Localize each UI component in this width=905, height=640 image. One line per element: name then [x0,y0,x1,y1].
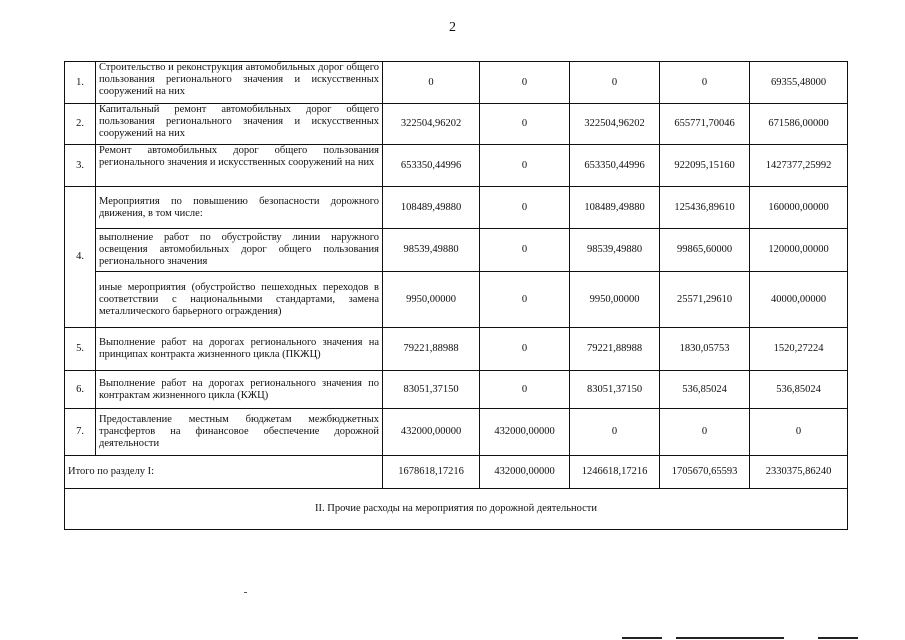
value-cell: 0 [750,409,848,456]
value-cell: 69355,48000 [750,62,848,104]
value-cell: 322504,96202 [383,104,480,145]
row-number: 2. [65,104,96,145]
value-cell: 9950,00000 [383,272,480,328]
value-cell: 0 [480,104,570,145]
value-cell: 0 [480,272,570,328]
row-description: Капитальный ремонт автомобильных дорог общего пользования регионального значения и искусственных сооружений на них [96,104,383,145]
table-row [65,371,848,409]
value-cell: 1427377,25992 [750,145,848,187]
table-row [65,328,848,371]
row-description: Строительство и реконструкция автомобильных дорог общего пользования регионального значения и искусственных сооружений на них [96,62,383,104]
total-row [65,456,848,489]
value-cell: 83051,37150 [383,371,480,409]
value-cell: 25571,29610 [660,272,750,328]
value-cell: 653350,44996 [383,145,480,187]
value-cell: 0 [480,328,570,371]
value-cell: 0 [570,409,660,456]
total-value: 1246618,17216 [570,456,660,489]
value-cell: 108489,49880 [570,187,660,229]
scan-mark [244,592,247,593]
total-label: Итого по разделу I: [65,456,383,489]
value-cell: 98539,49880 [570,229,660,272]
row-description: иные мероприятия (обустройство пешеходных переходов в соответствии с национальными стандартами, замена металлического барьерного ограждения) [96,272,383,328]
value-cell: 653350,44996 [570,145,660,187]
value-cell: 120000,00000 [750,229,848,272]
row-number: 3. [65,145,96,187]
total-value: 432000,00000 [480,456,570,489]
value-cell: 432000,00000 [480,409,570,456]
value-cell: 99865,60000 [660,229,750,272]
value-cell: 40000,00000 [750,272,848,328]
scan-artifact [622,637,662,639]
value-cell: 108489,49880 [383,187,480,229]
value-cell: 0 [660,409,750,456]
value-cell: 0 [480,371,570,409]
value-cell: 0 [570,62,660,104]
table-row [65,409,848,456]
value-cell: 536,85024 [750,371,848,409]
value-cell: 0 [480,229,570,272]
value-cell: 0 [480,145,570,187]
value-cell: 160000,00000 [750,187,848,229]
row-description: Предоставление местным бюджетам межбюджетных трансфертов на финансовое обеспечение дорожной деятельности [96,409,383,456]
value-cell: 1520,27224 [750,328,848,371]
section-heading-row [65,489,848,530]
scan-artifact [818,637,858,639]
value-cell: 0 [480,187,570,229]
value-cell: 1830,05753 [660,328,750,371]
value-cell: 432000,00000 [383,409,480,456]
value-cell: 322504,96202 [570,104,660,145]
value-cell: 125436,89610 [660,187,750,229]
value-cell: 0 [383,62,480,104]
total-value: 1705670,65593 [660,456,750,489]
table-row [65,62,848,104]
row-description: Выполнение работ на дорогах регионального значения на принципах контракта жизненного цикла (ПКЖЦ) [96,328,383,371]
section-heading: II. Прочие расходы на мероприятия по дорожной деятельности [65,489,848,530]
value-cell: 0 [660,62,750,104]
value-cell: 671586,00000 [750,104,848,145]
row-number: 6. [65,371,96,409]
total-value: 1678618,17216 [383,456,480,489]
table-row [65,104,848,145]
table-row [65,187,848,229]
page-number: 2 [449,20,456,35]
value-cell: 536,85024 [660,371,750,409]
table-row [65,229,848,272]
total-value: 2330375,86240 [750,456,848,489]
value-cell: 922095,15160 [660,145,750,187]
scan-artifact [676,637,784,639]
row-number: 4. [65,187,96,328]
value-cell: 98539,49880 [383,229,480,272]
row-number: 5. [65,328,96,371]
value-cell: 9950,00000 [570,272,660,328]
row-description: выполнение работ по обустройству линии наружного освещения автомобильных дорог общего пользования регионального значения [96,229,383,272]
row-number: 7. [65,409,96,456]
value-cell: 79221,88988 [383,328,480,371]
table-row [65,272,848,328]
value-cell: 655771,70046 [660,104,750,145]
row-number: 1. [65,62,96,104]
row-description: Выполнение работ на дорогах регионального значения по контрактам жизненного цикла (КЖЦ) [96,371,383,409]
row-description: Мероприятия по повышению безопасности дорожного движения, в том числе: [96,187,383,229]
value-cell: 79221,88988 [570,328,660,371]
value-cell: 83051,37150 [570,371,660,409]
value-cell: 0 [480,62,570,104]
budget-table [64,61,848,530]
row-description: Ремонт автомобильных дорог общего пользования регионального значения и искусственных сооружений на них [96,145,383,187]
table-row [65,145,848,187]
